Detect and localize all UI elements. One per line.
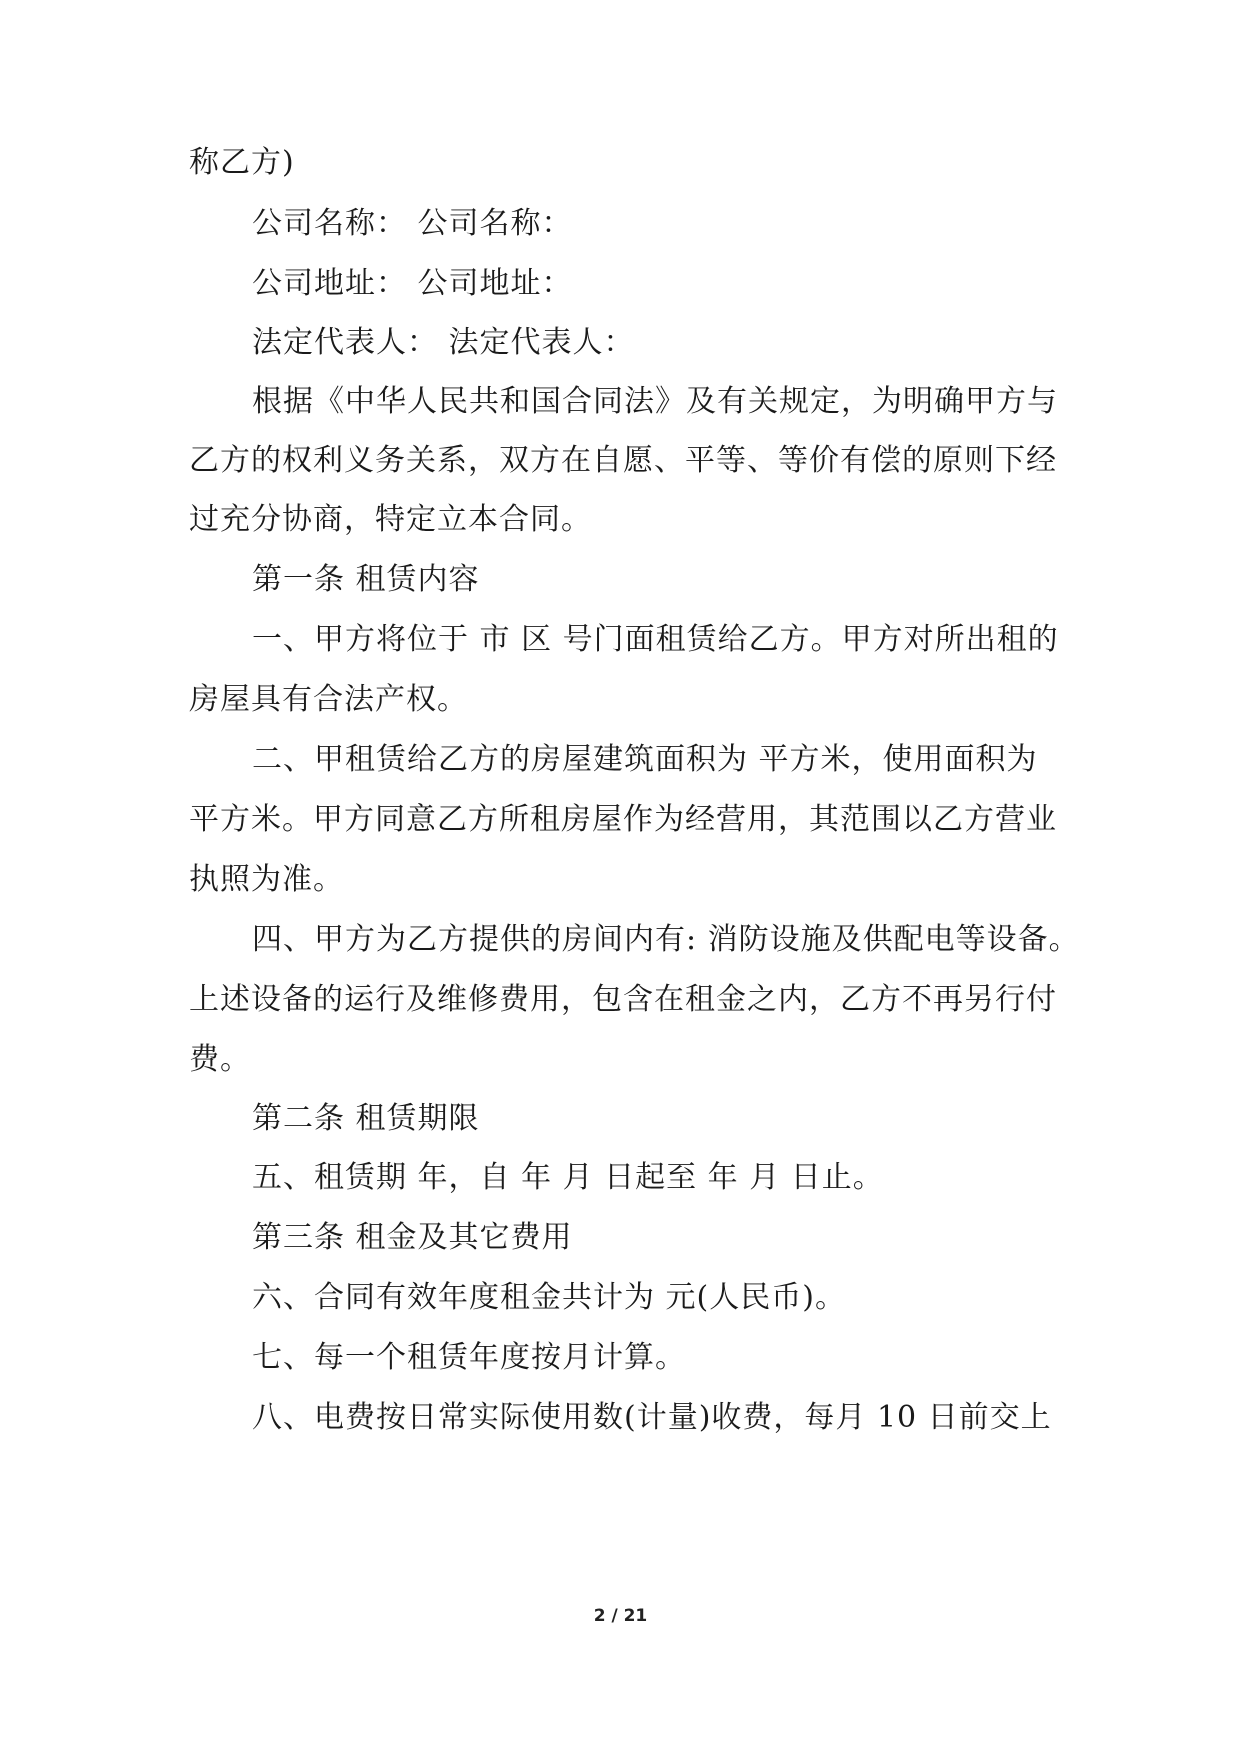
text-line: 公司地址： 公司地址： [252,266,573,301]
text-line: 二、甲租赁给乙方的房屋建筑面积为 平方米，使用面积为 [252,742,1038,777]
text-line: 平方米。甲方同意乙方所租房屋作为经营用，其范围以乙方营业 [189,802,1057,837]
text-line: 四、甲方为乙方提供的房间内有: 消防设施及供配电等设备。 [252,922,1080,957]
text-line: 过充分协商，特定立本合同。 [189,502,592,537]
text-line: 法定代表人： 法定代表人： [252,325,635,360]
text-line: 七、每一个租赁年度按月计算。 [252,1340,686,1375]
section-heading: 第二条 租赁期限 [252,1101,480,1136]
page-number: 2 / 21 [593,1606,648,1626]
section-heading: 第三条 租金及其它费用 [252,1220,573,1255]
text-line: 执照为准。 [189,862,344,897]
text-line: 公司名称： 公司名称： [252,206,573,241]
text-line: 一、甲方将位于 市 区 号门面租赁给乙方。甲方对所出租的 [252,622,1059,657]
text-line: 根据《中华人民共和国合同法》及有关规定，为明确甲方与 [252,384,1058,419]
text-line: 房屋具有合法产权。 [189,682,468,717]
text-line: 上述设备的运行及维修费用，包含在租金之内，乙方不再另行付 [189,982,1057,1017]
text-line: 称乙方) [189,145,295,180]
text-line: 六、合同有效年度租金共计为 元(人民币)。 [252,1280,846,1315]
text-line: 五、租赁期 年，自 年 月 日起至 年 月 日止。 [252,1160,884,1195]
text-line: 乙方的权利义务关系，双方在自愿、平等、等价有偿的原则下经 [189,443,1057,478]
section-heading: 第一条 租赁内容 [252,562,480,597]
text-line: 八、电费按日常实际使用数(计量)收费，每月 10 日前交上 [252,1400,1052,1435]
text-line: 费。 [189,1042,251,1077]
